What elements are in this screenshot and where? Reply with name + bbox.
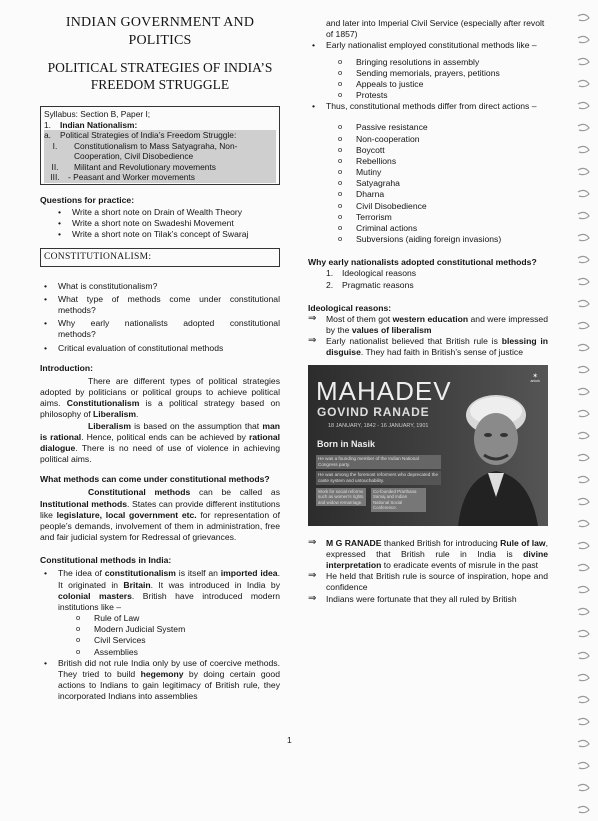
binding-ring-icon — [578, 146, 589, 152]
institution-item: o Rule of Law — [76, 613, 280, 624]
methods-list — [338, 57, 548, 102]
ideo-bold: western education — [392, 313, 469, 324]
syllabus-item-a — [44, 130, 276, 141]
intro-text: is a political strategy based on philosophy of — [40, 398, 281, 420]
direct-action-item: o Mutiny — [338, 167, 548, 178]
why-item — [326, 268, 548, 279]
method-item: o Appeals to justice — [338, 79, 548, 90]
title-line-2: FREEDOM STRUGGLE — [90, 77, 230, 93]
syllabus-label: Syllabus: Section B, Paper I; — [44, 109, 151, 120]
why-item-text: Ideological reasons — [342, 268, 417, 279]
arrow-icon: ⇒ — [308, 536, 317, 548]
poster-fact-2: He was among the foremost reformers who deprecated the caste system and untouchability. — [316, 471, 441, 485]
syllabus-box — [40, 106, 280, 185]
intro-text: There are different types of political strategies adopted by politicians or political groups to achieve political aims. — [40, 375, 280, 409]
early-nationalist-list — [308, 40, 548, 51]
ideological-text-1 — [326, 314, 548, 336]
binding-ring-icon — [578, 344, 589, 350]
cm-bold: constitutionalism — [104, 568, 176, 579]
methods-text: for representation of people’s demands, involvement of them in administration, free and fair judicial system for Redressal of grievances. — [40, 509, 280, 543]
cm-bold: imported idea — [220, 568, 278, 579]
direct-action-item: o Non-cooperation — [338, 134, 548, 145]
binding-ring-icon — [578, 58, 589, 64]
institution-item: o Civil Services — [76, 635, 280, 646]
ranade-poster-image — [308, 365, 548, 526]
syllabus-item-1-num: 1. — [44, 119, 51, 130]
why-item-text: Pragmatic reasons — [342, 279, 414, 290]
ranade-text: thanked British for introducing — [381, 537, 501, 548]
binding-ring-icon — [578, 212, 589, 218]
methods-text: . States can provide different institutions like — [40, 498, 281, 520]
constitutional-methods-list-2 — [40, 658, 280, 703]
direct-action-item: o Boycott — [338, 145, 548, 156]
binding-ring-icon — [578, 432, 589, 438]
methods-paragraph — [40, 487, 280, 543]
c-question-item: • Why early nationalists adopted constitutional methods? — [40, 318, 280, 340]
method-item: o Protests — [338, 90, 548, 101]
syllabus-item-1 — [44, 120, 276, 131]
syllabus-highlight — [44, 130, 276, 183]
direct-actions-intro — [308, 101, 548, 112]
ideo-text: . They had faith in British’s sense of justice — [360, 347, 523, 358]
cm-text: is itself an — [175, 568, 221, 579]
ideological-heading: Ideological reasons: — [308, 302, 392, 313]
syllabus-sub-2 — [44, 162, 276, 173]
binding-ring-icon — [578, 586, 589, 592]
introduction-paragraph-2 — [40, 421, 280, 466]
methods-bold: legislature, local government etc. — [56, 509, 197, 520]
cm-bold: colonial masters — [58, 590, 132, 601]
cm-text: . It was introduced in India by — [150, 579, 280, 590]
questions-list — [54, 207, 280, 241]
en-bullet: • Early nationalist employed constitutional methods like – — [308, 40, 548, 51]
binding-ring-icon — [578, 14, 589, 20]
poster-fact-4: Co-founded Prarthana Samaj and Indian National Social Conference. — [371, 488, 426, 512]
binding-ring-icon — [578, 124, 589, 130]
binding-ring-icon — [578, 300, 589, 306]
method-item: o Bringing resolutions in assembly — [338, 57, 548, 68]
page-title — [40, 60, 280, 94]
methods-text: can be called as — [190, 487, 280, 498]
arrow-icon: ⇒ — [308, 312, 317, 324]
why-list — [326, 268, 548, 290]
direct-action-item: o Passive resistance — [338, 122, 548, 133]
direct-action-item: o Rebellions — [338, 156, 548, 167]
portrait-illustration — [438, 387, 548, 526]
cm-text: . It originated in — [58, 568, 280, 590]
syllabus-item-a-num: a. — [44, 130, 51, 141]
direct-action-item: o Satyagraha — [338, 178, 548, 189]
cm-text: by doing certain good actions to Indians to gain legitimacy of British rule, they incorporated Indians into assemblies — [58, 668, 280, 702]
direct-actions-list — [338, 122, 548, 245]
binding-ring-icon — [578, 806, 589, 812]
intro-bold-constitutionalism: Constitutionalism — [66, 398, 140, 409]
method-item: o Sending memorials, prayers, petitions — [338, 68, 548, 79]
binding-ring-icon — [578, 718, 589, 724]
question-item: • Write a short note on Tilak’s concept of Swaraj — [54, 229, 280, 240]
poster-born: Born in Nasik — [317, 438, 376, 449]
cm-text: British did not rule India only by use of coercive methods. They tried to build — [58, 657, 280, 679]
direct-action-item: o Civil Disobedience — [338, 201, 548, 212]
intro-bold-man-rational: man is rational — [40, 420, 280, 442]
poster-name-line-1: MAHADEV — [316, 375, 452, 406]
why-item-num: 2. — [326, 279, 334, 290]
ranade-bold: M G RANADE — [326, 537, 382, 548]
arrow-icon: ⇒ — [308, 335, 317, 347]
arrow-icon: ⇒ — [308, 570, 317, 582]
ideological-point-2 — [308, 336, 548, 358]
c-question-item: • Critical evaluation of constitutional methods — [40, 343, 280, 354]
syllabus-sub-1b-num — [44, 151, 66, 162]
ranade-text: to eradicate events of misrule in the past — [381, 559, 539, 570]
ideo-text: Most of them got — [326, 313, 393, 324]
binding-ring-icon — [578, 542, 589, 548]
ranade-bold: Rule of law — [500, 537, 546, 548]
syllabus-sub-3 — [44, 172, 276, 183]
left-column — [40, 14, 280, 703]
institutions-list — [76, 613, 280, 658]
binding-ring-icon — [578, 168, 589, 174]
intro-bold-liberalism-2: Liberalism — [88, 420, 131, 431]
c-question-item: • What is constitutionalism? — [40, 281, 280, 292]
binding-ring-icon — [578, 410, 589, 416]
institution-item: o Modern Judicial System — [76, 624, 280, 635]
syllabus-sub-1b-text: Cooperation, Civil Disobedience — [74, 151, 194, 162]
binding-ring-icon — [578, 630, 589, 636]
binding-ring-icon — [578, 740, 589, 746]
intro-text: . Hence, political ends can be achieved by — [81, 431, 249, 442]
direct-action-item: o Terrorism — [338, 212, 548, 223]
cm-bullet-2 — [40, 658, 280, 703]
methods-bold: Constitutional methods — [88, 487, 191, 498]
constitutionalism-questions — [40, 281, 280, 354]
ranade-point-2 — [308, 571, 548, 593]
why-item-num: 1. — [326, 268, 334, 279]
ideo-bold: blessing in disguise — [326, 336, 549, 358]
logo-text: anlurk — [530, 378, 540, 383]
intro-text: . There is no need of use of violence in achieving political aims. — [40, 442, 280, 465]
intro-text: is based on the assumption that — [131, 420, 263, 431]
syllabus-item-a-text: Political Strategies of India’s Freedom Struggle: — [60, 130, 237, 141]
poster-logo — [530, 373, 540, 384]
ideological-text-2 — [326, 336, 548, 358]
syllabus-sub-3-text: - Peasant and Worker movements — [68, 172, 195, 183]
ranade-text-3: Indians were fortunate that they all ruled by British — [326, 593, 517, 604]
binding-ring-icon — [578, 652, 589, 658]
ranade-bold: divine interpretation — [326, 548, 548, 570]
ranade-point-3 — [308, 594, 548, 605]
binding-ring-icon — [578, 278, 589, 284]
binding-ring-icon — [578, 498, 589, 504]
direct-bullet: • Thus, constitutional methods differ from direct actions – — [308, 101, 548, 112]
page-header: INDIAN GOVERNMENT AND POLITICS — [65, 15, 255, 49]
poster-fact-1: He was a founding member of the Indian National Congress party. — [316, 455, 441, 469]
cm-bold: hegemony — [140, 668, 184, 679]
binding-ring-icon — [578, 102, 589, 108]
poster-name-line-2: GOVIND RANADE — [317, 404, 430, 419]
cm-text: The idea of — [58, 568, 105, 579]
syllabus-sub-1-text: Constitutionalism to Mass Satyagraha, Non- — [74, 140, 238, 151]
binding-ring-icon — [578, 80, 589, 86]
binding-ring-icon — [578, 696, 589, 702]
page-number: 1 — [287, 735, 292, 745]
syllabus-sub-1-num: I. — [52, 140, 58, 151]
logo-icon: ✶ — [532, 372, 539, 380]
syllabus-sub-1 — [44, 141, 276, 152]
ideo-bold: values of liberalism — [351, 325, 432, 336]
methods-bold: Institutional methods — [40, 498, 128, 509]
ideo-text: and were impressed by the — [326, 313, 548, 336]
binding-ring-icon — [578, 366, 589, 372]
binding-ring-icon — [578, 564, 589, 570]
introduction-heading: Introduction: — [40, 362, 93, 373]
binding-ring-icon — [578, 608, 589, 614]
ranade-points — [308, 538, 548, 605]
institution-item: o Assemblies — [76, 647, 280, 658]
spiral-binding-rings — [576, 8, 592, 818]
poster-dates: 18 JANUARY, 1842 - 16 JANUARY, 1901 — [328, 422, 429, 429]
binding-ring-icon — [578, 322, 589, 328]
binding-ring-icon — [578, 256, 589, 262]
questions-heading: Questions for practice: — [40, 194, 135, 205]
binding-ring-icon — [578, 520, 589, 526]
ranade-text-1 — [326, 538, 548, 572]
introduction-paragraph-1 — [40, 376, 280, 421]
binding-ring-icon — [578, 234, 589, 240]
arrow-icon: ⇒ — [308, 592, 317, 604]
continued-text: and later into Imperial Civil Service (especially after revolt of 1857) — [326, 18, 545, 40]
question-item: • Write a short note on Drain of Wealth Theory — [54, 207, 280, 218]
binding-ring-icon — [578, 762, 589, 768]
binding-ring-icon — [578, 36, 589, 42]
why-heading: Why early nationalists adopted constitutional methods? — [308, 257, 537, 268]
binding-ring-icon — [578, 454, 589, 460]
ranade-text: , expressed that British rule in India is — [326, 537, 548, 559]
question-item: • Write a short note on Swadeshi Movement — [54, 218, 280, 229]
c-question-item: • What type of methods come under constitutional methods? — [40, 294, 280, 316]
intro-text: . — [136, 409, 139, 420]
cm-text: . British have introduced modern institutions like – — [58, 590, 280, 612]
why-item — [326, 280, 548, 291]
title-line-1: POLITICAL STRATEGIES OF INDIA’S — [47, 60, 273, 76]
syllabus-sub-2-num: II. — [51, 161, 59, 172]
ideo-text: Early nationalist believed that British rule is — [326, 336, 502, 347]
constitutional-methods-india-heading: Constitutional methods in India: — [40, 555, 172, 566]
constitutionalism-heading-box: CONSTITUTIONALISM: — [40, 248, 280, 266]
syllabus-sub-3-num: III. — [50, 172, 60, 183]
binding-ring-icon — [578, 674, 589, 680]
binding-ring-icon — [578, 784, 589, 790]
ranade-point-1 — [308, 538, 548, 572]
intro-bold-liberalism: Liberalism — [93, 409, 137, 420]
direct-action-item: o Dharna — [338, 189, 548, 200]
poster-fact-3: Work for social reforms such as women's rights and widow remarriage. — [316, 488, 366, 507]
intro-bold-rational-dialogue: rational dialogue — [40, 431, 281, 453]
syllabus-item-1-text: Indian Nationalism: — [60, 119, 138, 130]
binding-ring-icon — [578, 476, 589, 482]
syllabus-sub-2-text: Militant and Revolutionary movements — [74, 161, 216, 172]
direct-action-item: o Subversions (aiding foreign invasions) — [338, 234, 548, 245]
cm-bold: Britain — [123, 579, 151, 590]
direct-action-item: o Criminal actions — [338, 223, 548, 234]
binding-ring-icon — [578, 190, 589, 196]
cm-bullet-1 — [40, 568, 280, 613]
right-column — [308, 18, 548, 605]
methods-heading: What methods can come under constitutional methods? — [40, 474, 270, 485]
ranade-text-2: He held that British rule is source of inspiration, hope and confidence — [326, 571, 548, 593]
binding-ring-icon — [578, 388, 589, 394]
ideological-point-1 — [308, 314, 548, 336]
constitutional-methods-list — [40, 568, 280, 613]
syllabus-sub-1b — [44, 151, 276, 162]
